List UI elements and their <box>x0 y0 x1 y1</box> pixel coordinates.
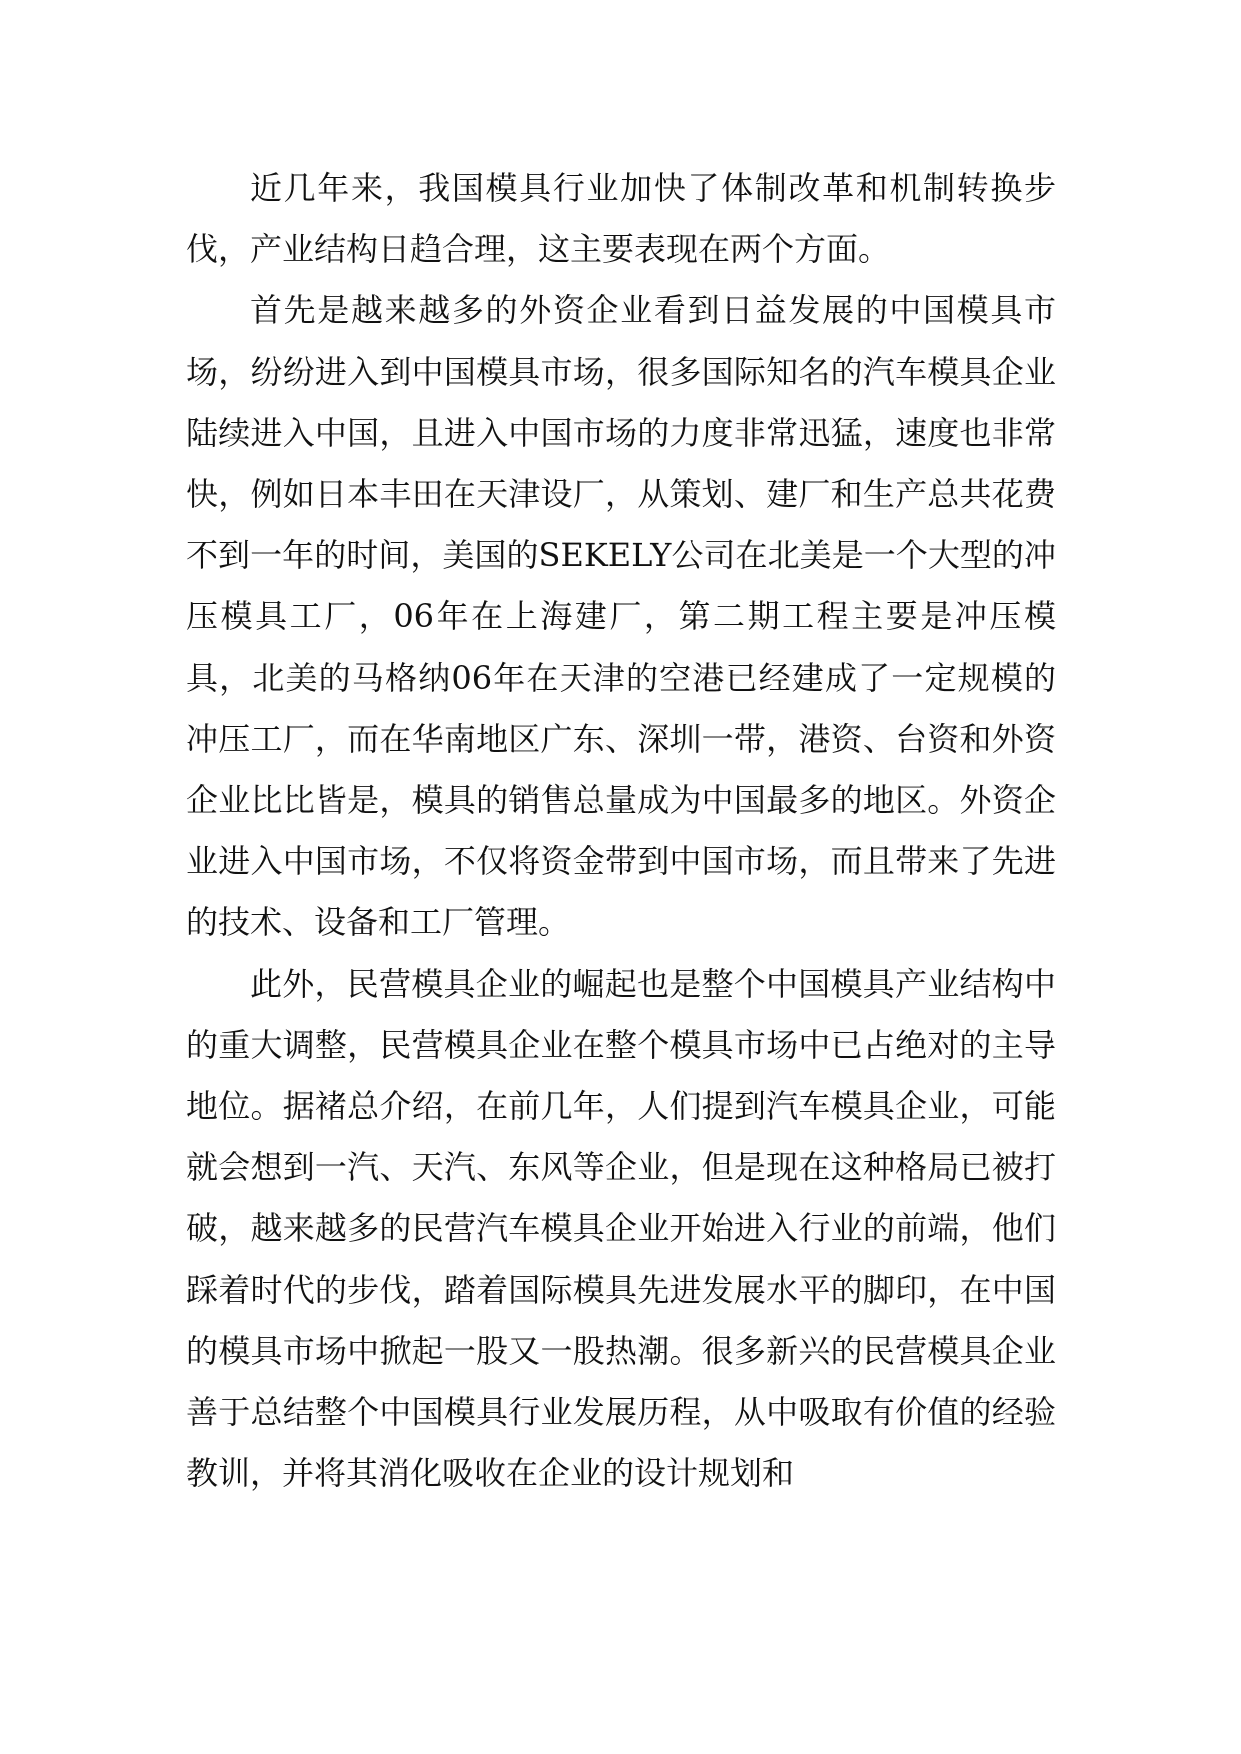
document-body <box>186 158 1056 1504</box>
paragraph-3: 此外，民营模具企业的崛起也是整个中国模具产业结构中的重大调整，民营模具企业在整个模具市场中已占绝对的主导地位。据褚总介绍，在前几年，人们提到汽车模具企业，可能就会想到一汽、天汽、东风等企业，但是现在这种格局已被打破，越来越多的民营汽车模具企业开始进入行业的前端，他们踩着时代的步伐，踏着国际模具先进发展水平的脚印，在中国的模具市场中掀起一股又一股热潮。很多新兴的民营模具企业善于总结整个中国模具行业发展历程，从中吸取有价值的经验教训，并将其消化吸收在企业的设计规划和 <box>186 964 1056 1493</box>
paragraph-1: 近几年来，我国模具行业加快了体制改革和机制转换步伐，产业结构日趋合理，这主要表现在两个方面。 <box>186 169 1056 269</box>
paragraph-2: 首先是越来越多的外资企业看到日益发展的中国模具市场，纷纷进入到中国模具市场，很多国际知名的汽车模具企业陆续进入中国，且进入中国市场的力度非常迅猛，速度也非常快，例如日本丰田在天津设厂，从策划、建厂和生产总共花费不到一年的时间，美国的SEKELY公司在北美是一个大型的冲压模具工厂，06年在上海建厂，第二期工程主要是冲压模具，北美的马格纳06年在天津的空港已经建成了一定规模的冲压工厂，而在华南地区广东、深圳一带，港资、台资和外资企业比比皆是，模具的销售总量成为中国最多的地区。外资企业进入中国市场，不仅将资金带到中国市场，而且带来了先进的技术、设备和工厂管理。 <box>186 291 1056 942</box>
